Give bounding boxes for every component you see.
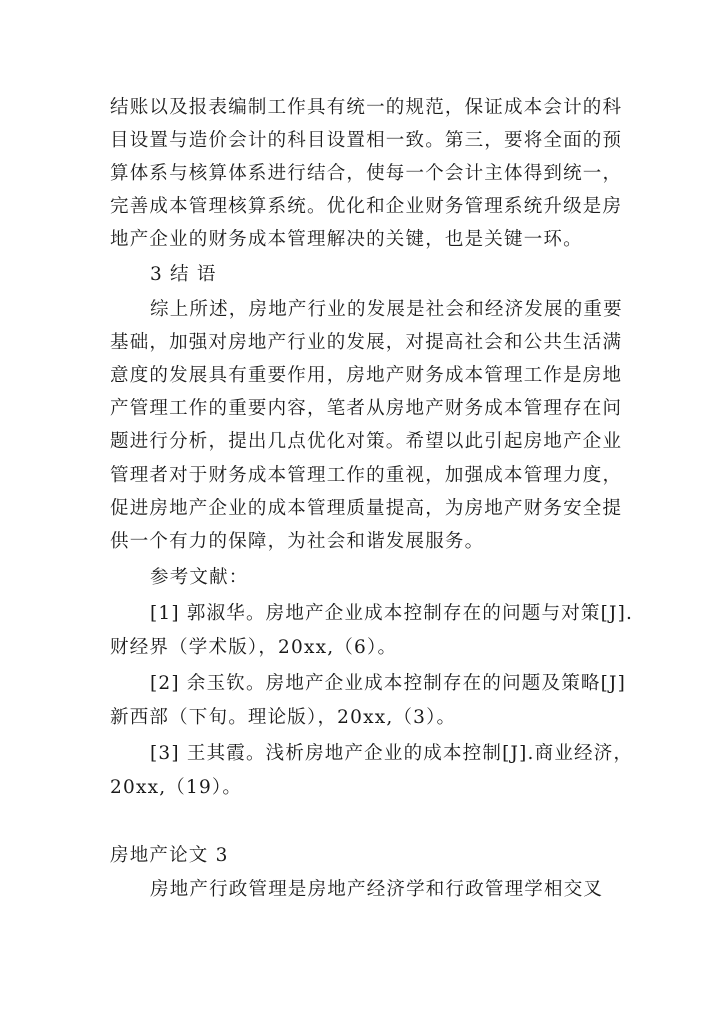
paragraph-line: 意度的发展具有重要作用，房地产财务成本管理工作是房地 — [110, 365, 623, 386]
paragraph-line: 算体系与核算体系进行结合，使每一个会计主体得到统一， — [110, 163, 623, 184]
paragraph-line: 综上所述，房地产行业的发展是社会和经济发展的重要 — [150, 299, 623, 320]
references-heading: 参考文献： — [150, 567, 249, 588]
reference-line: [2] 余玉钦。房地产企业成本控制存在的问题及策略[J] — [150, 673, 627, 694]
reference-line: 财经界（学术版），20xx,（6）。 — [110, 637, 398, 658]
paragraph-line: 完善成本管理核算系统。优化和企业财务管理系统升级是房 — [110, 196, 623, 217]
paragraph-line: 管理者对于财务成本管理工作的重视，加强成本管理力度， — [110, 465, 623, 486]
paragraph-line: 地产企业的财务成本管理解决的关键，也是关键一环。 — [110, 229, 583, 250]
reference-line: 新西部（下旬。理论版），20xx,（3）。 — [110, 707, 457, 728]
reference-line: [3] 王其霞。浅析房地产企业的成本控制[J].商业经济， — [150, 743, 634, 764]
article-title: 房地产论文 3 — [110, 845, 229, 866]
paragraph-line: 基础，加强对房地产行业的发展，对提高社会和公共生活满 — [110, 332, 623, 353]
paragraph-line: 目设置与造价会计的科目设置相一致。第三，要将全面的预 — [110, 130, 623, 151]
paragraph-line: 促进房地产企业的成本管理质量提高，为房地产财务安全提 — [110, 498, 623, 519]
paragraph-line: 产管理工作的重要内容，笔者从房地产财务成本管理存在问 — [110, 398, 623, 419]
reference-line: 20xx,（19）。 — [110, 777, 243, 798]
paragraph-line: 供一个有力的保障，为社会和谐发展服务。 — [110, 531, 485, 552]
section-heading: 3 结 语 — [150, 264, 217, 285]
reference-line: [1] 郭淑华。房地产企业成本控制存在的问题与对策[J]. — [150, 603, 634, 624]
paragraph-line: 题进行分析，提出几点优化对策。希望以此引起房地产企业 — [110, 431, 623, 452]
paragraph-line: 结账以及报表编制工作具有统一的规范，保证成本会计的科 — [110, 97, 623, 118]
paragraph-line: 房地产行政管理是房地产经济学和行政管理学相交叉 — [150, 879, 604, 900]
